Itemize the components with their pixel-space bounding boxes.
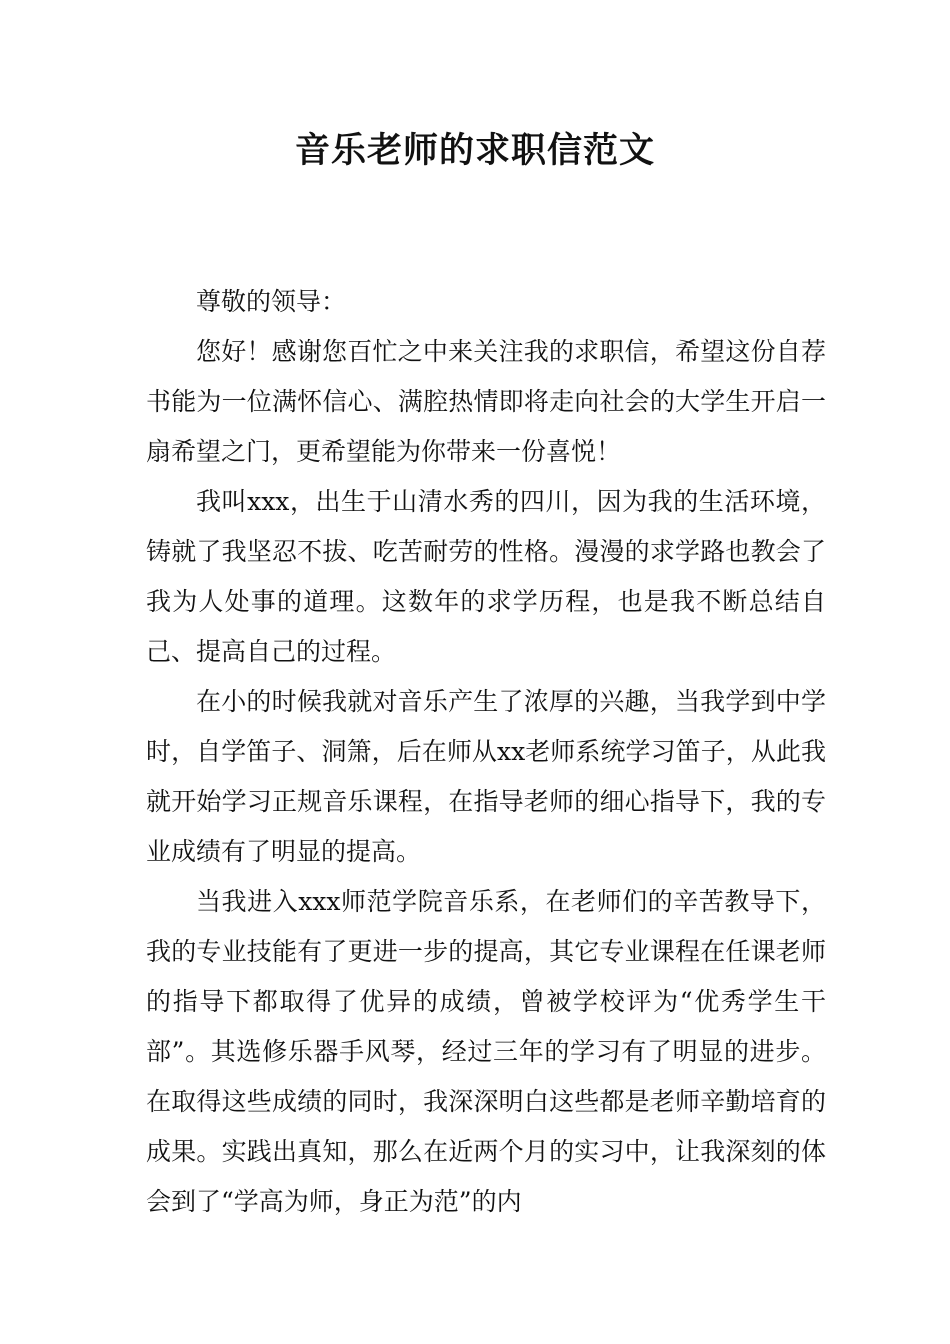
page-title: 音乐老师的求职信范文 (294, 131, 655, 171)
letter-body (146, 277, 826, 1227)
paragraph-1: 您好！感谢您百忙之中来关注我的求职信，希望这份自荐书能为一位满怀信心、满腔热情即将走向社会的大学生开启一扇希望之门，更希望能为你带来一份喜悦！ (146, 337, 826, 466)
salutation: 尊敬的领导： (196, 287, 347, 316)
paragraph-4: 当我进入xxx师范学院音乐系，在老师们的辛苦教导下，我的专业技能有了更进一步的提高，其它专业课程在任课老师的指导下都取得了优异的成绩，曾被学校评为“优秀学生干部”。其选修乐器手风琴，经过三年的学习有了明显的进步。在取得这些成绩的同时，我深深明白这些都是老师辛勤培育的成果。实践出真知，那么在近两个月的实习中，让我深刻的体会到了“学高为师，身正为范”的内 (146, 887, 826, 1216)
paragraph-3: 在小的时候我就对音乐产生了浓厚的兴趣，当我学到中学时，自学笛子、洞箫，后在师从xx老师系统学习笛子，从此我就开始学习正规音乐课程，在指导老师的细心指导下，我的专业成绩有了明显的提高。 (146, 687, 826, 866)
paragraph-2: 我叫xxx，出生于山清水秀的四川，因为我的生活环境，铸就了我坚忍不拔、吃苦耐劳的性格。漫漫的求学路也教会了我为人处事的道理。这数年的求学历程，也是我不断总结自己、提高自己的过程。 (146, 487, 826, 666)
